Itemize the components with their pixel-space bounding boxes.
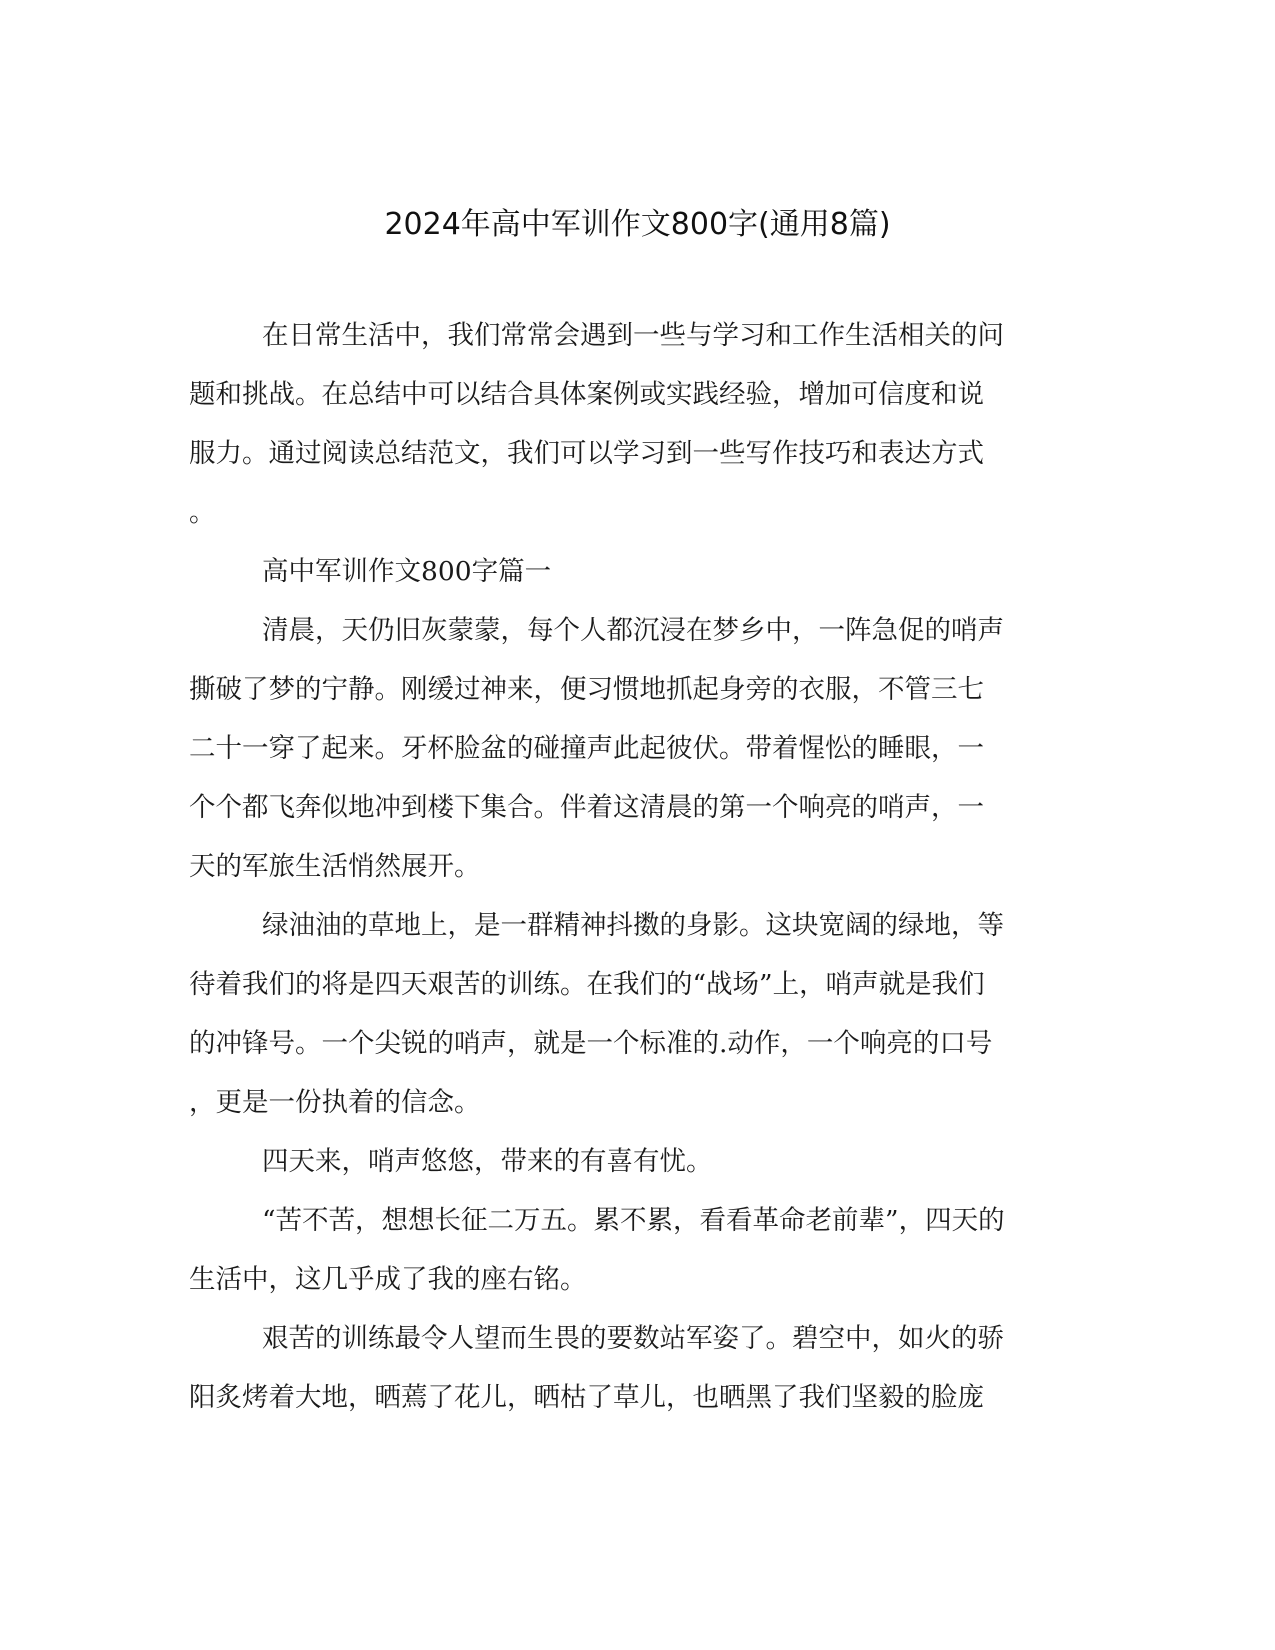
paragraph-line: 题和挑战。在总结中可以结合具体案例或实践经验，增加可信度和说 (189, 379, 984, 410)
paragraph-line: 在日常生活中，我们常常会遇到一些与学习和工作生活相关的问 (262, 320, 1004, 351)
paragraph-line: 清晨，天仍旧灰蒙蒙，每个人都沉浸在梦乡中，一阵急促的哨声 (262, 615, 1004, 646)
paragraph-line: 。 (189, 497, 216, 528)
paragraph-line: “苦不苦，想想长征二万五。累不累，看看革命老前辈”，四天的 (262, 1205, 1005, 1236)
paragraph-line: 四天来，哨声悠悠，带来的有喜有忧。 (262, 1146, 713, 1177)
paragraph-line: 个个都飞奔似地冲到楼下集合。伴着这清晨的第一个响亮的哨声，一 (189, 792, 984, 823)
paragraph-line: 绿油油的草地上，是一群精神抖擞的身影。这块宽阔的绿地，等 (262, 910, 1004, 941)
paragraph-line: 二十一穿了起来。牙杯脸盆的碰撞声此起彼伏。带着惺忪的睡眼，一 (189, 733, 984, 764)
paragraph-line: 待着我们的将是四天艰苦的训练。在我们的“战场”上，哨声就是我们 (189, 969, 985, 1000)
paragraph-line: 艰苦的训练最令人望而生畏的要数站军姿了。碧空中，如火的骄 (262, 1323, 1004, 1354)
paragraph-line: 生活中，这几乎成了我的座右铭。 (189, 1264, 587, 1295)
paragraph-line: 的冲锋号。一个尖锐的哨声，就是一个标准的.动作，一个响亮的口号 (189, 1028, 993, 1059)
paragraph-line: 阳炙烤着大地，晒蔫了花儿，晒枯了草儿，也晒黑了我们坚毅的脸庞 (189, 1382, 984, 1413)
paragraph-line: 天的军旅生活悄然展开。 (189, 851, 481, 882)
document-title: 2024年高中军训作文800字(通用8篇) (384, 207, 891, 242)
section-heading: 高中军训作文800字篇一 (262, 556, 552, 587)
paragraph-line: 撕破了梦的宁静。刚缓过神来，便习惯地抓起身旁的衣服，不管三七 (189, 674, 984, 705)
paragraph-line: ，更是一份执着的信念。 (189, 1087, 481, 1118)
paragraph-line: 服力。通过阅读总结范文，我们可以学习到一些写作技巧和表达方式 (189, 438, 984, 469)
